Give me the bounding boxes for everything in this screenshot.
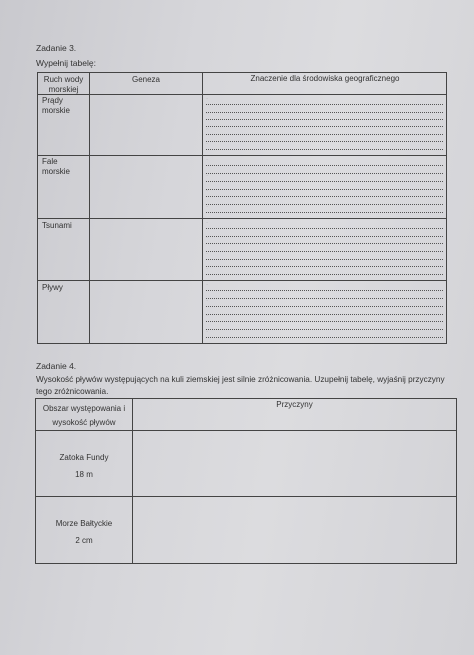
bullet-dash: - xyxy=(206,222,209,227)
task4-instruction-line2: tego zróżnicowania. xyxy=(36,387,109,396)
row-label-tides: Pływy xyxy=(42,283,63,292)
task4-instruction-line1: Wysokość pływów występujących na kuli ziemskiej jest silnie zróżnicowania. Uzupełnij tabelę, wyjaśnij przyczyny xyxy=(36,375,445,384)
bullet-dash: - xyxy=(206,330,209,335)
task4-title: Zadanie 4. xyxy=(36,361,77,371)
answer-dotted-line xyxy=(206,230,443,237)
bullet-dash: - xyxy=(206,267,209,272)
answer-dotted-line xyxy=(206,175,443,182)
answer-dotted-line xyxy=(206,113,443,120)
answer-lines-area[interactable] xyxy=(203,73,447,343)
answer-dotted-line xyxy=(206,237,443,244)
bullet-dash: - xyxy=(206,190,209,195)
answer-dotted-line xyxy=(206,300,443,307)
header-causes: Przyczyny xyxy=(276,400,313,409)
task3-title: Zadanie 3. xyxy=(36,43,77,53)
answer-dotted-line xyxy=(206,135,443,142)
answer-dotted-line xyxy=(206,183,443,190)
bullet-dash: - xyxy=(206,113,209,118)
row-label-currents: Prądy morskie xyxy=(42,96,71,115)
bullet-dash: - xyxy=(206,174,209,179)
answer-dotted-line xyxy=(206,98,443,105)
answer-dotted-line xyxy=(206,143,443,150)
answer-dotted-line xyxy=(206,159,443,166)
answer-dotted-line xyxy=(206,222,443,229)
answer-dotted-line xyxy=(206,292,443,299)
answer-dotted-line xyxy=(206,331,443,338)
answer-dotted-line xyxy=(206,120,443,127)
answer-dotted-line xyxy=(206,245,443,252)
answer-dotted-line xyxy=(206,106,443,113)
bullet-dash: - xyxy=(206,205,209,210)
header-area-height: Obszar występowania i wysokość pływów xyxy=(42,404,126,427)
header-genesis: Geneza xyxy=(131,75,161,84)
bullet-dash: - xyxy=(206,142,209,147)
row-label-tsunami: Tsunami xyxy=(42,221,72,230)
bullet-dash: - xyxy=(206,159,209,164)
task3-table xyxy=(37,72,447,344)
row-label-waves: Fale morskie xyxy=(42,157,71,176)
causes-answer-fundy[interactable] xyxy=(134,432,455,494)
bullet-dash: - xyxy=(206,284,209,289)
answer-dotted-line xyxy=(206,190,443,197)
answer-dotted-line xyxy=(206,323,443,330)
row-fundy: Zatoka Fundy 18 m xyxy=(59,453,109,479)
answer-dotted-line xyxy=(206,315,443,322)
bullet-dash: - xyxy=(206,252,209,257)
bullet-dash: - xyxy=(206,237,209,242)
causes-answer-baltic[interactable] xyxy=(134,498,455,562)
answer-dotted-line xyxy=(206,253,443,260)
bullet-dash: - xyxy=(206,98,209,103)
header-water-movement: Ruch wody morskiej xyxy=(43,75,84,94)
bullet-dash: - xyxy=(206,315,209,320)
answer-dotted-line xyxy=(206,206,443,213)
answer-dotted-line xyxy=(206,308,443,315)
answer-dotted-line xyxy=(206,167,443,174)
answer-dotted-line xyxy=(206,284,443,291)
answer-dotted-line xyxy=(206,128,443,135)
answer-dotted-line xyxy=(206,268,443,275)
header-significance: Znaczenie dla środowiska geograficznego xyxy=(250,74,400,83)
answer-dotted-line xyxy=(206,260,443,267)
row-baltic: Morze Bałtyckie 2 cm xyxy=(55,519,113,545)
bullet-dash: - xyxy=(206,299,209,304)
bullet-dash: - xyxy=(206,127,209,132)
task3-instruction: Wypełnij tabelę: xyxy=(36,58,96,68)
answer-dotted-line xyxy=(206,198,443,205)
task4-table xyxy=(35,398,457,564)
